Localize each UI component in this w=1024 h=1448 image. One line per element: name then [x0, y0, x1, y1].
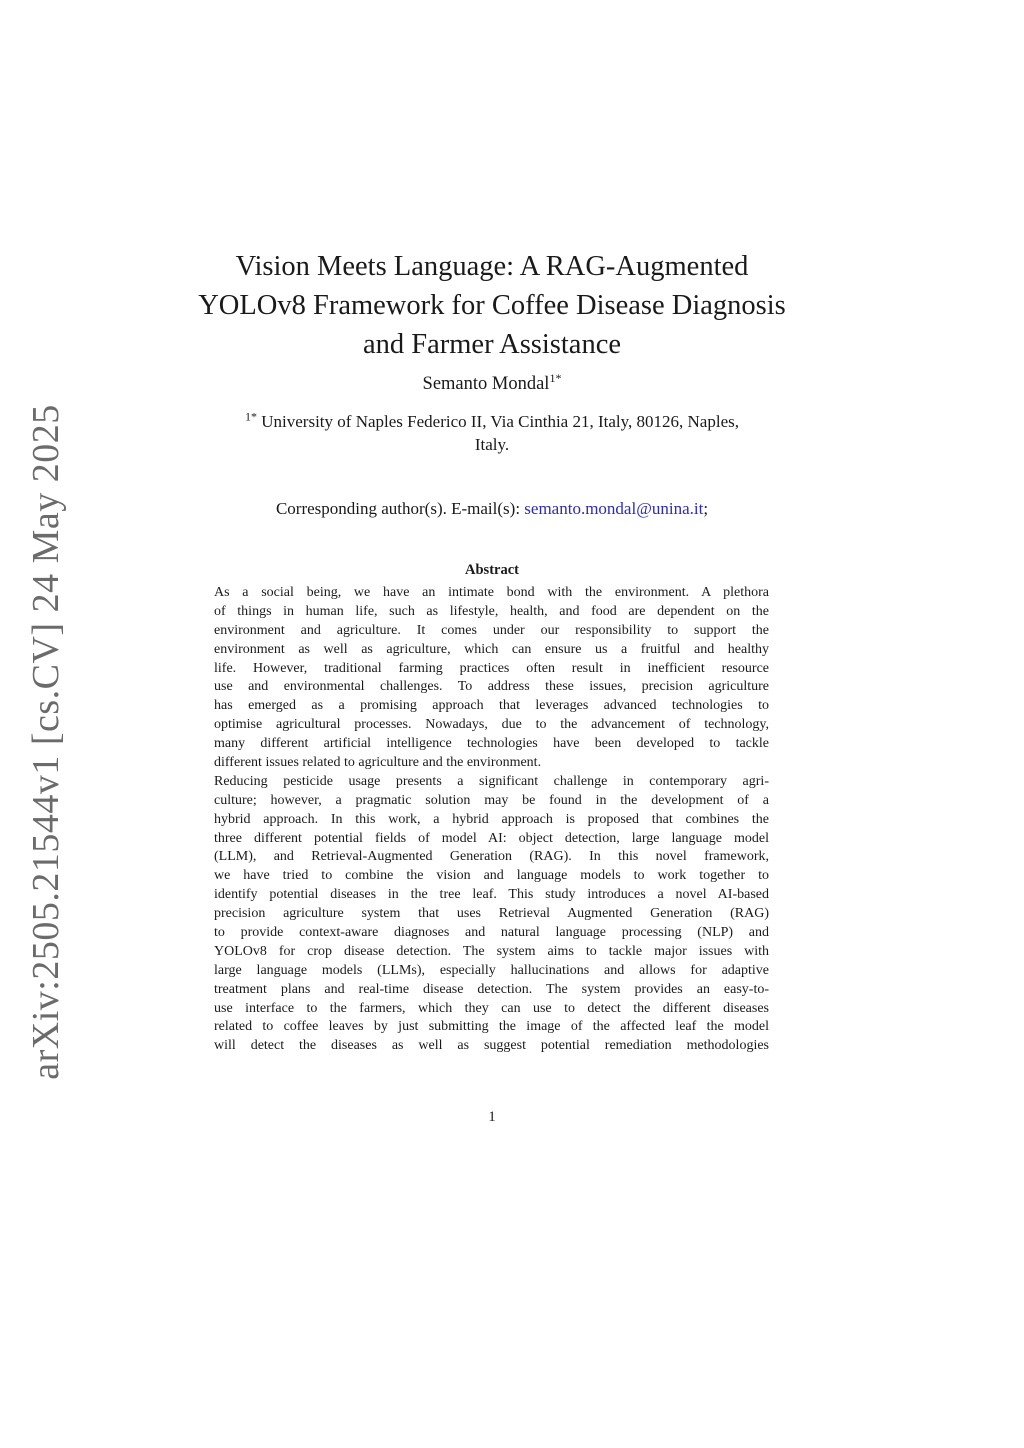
corresponding-suffix: ;	[703, 499, 709, 518]
affiliation-line	[192, 410, 792, 433]
abstract-line: culture; however, a pragmatic solution may be found in the development of a	[214, 792, 769, 808]
abstract-line: environment as well as agriculture, which can ensure us a fruitful and healthy	[214, 641, 769, 657]
abstract-paragraph	[214, 773, 769, 1056]
abstract-line: life. However, traditional farming practices often result in inefficient resource	[214, 660, 769, 676]
author-name: Semanto Mondal	[422, 374, 550, 394]
abstract-line: use and environmental challenges. To address these issues, precision agriculture	[214, 679, 769, 695]
abstract-line: optimise agricultural processes. Nowadays, due to the advancement of technology,	[214, 717, 769, 733]
affiliation-marker: 1*	[245, 409, 258, 424]
title-line: YOLOv8 Framework for Coffee Disease Diagnosis	[198, 290, 786, 322]
corresponding-label: Corresponding author(s). E-mail(s):	[275, 499, 521, 518]
corresponding-author	[192, 497, 792, 520]
abstract-paragraph	[214, 584, 769, 773]
abstract-line: hybrid approach. In this work, a hybrid approach is proposed that combines the	[214, 811, 769, 827]
abstract-line: (LLM), and Retrieval-Augmented Generation (RAG). In this novel framework,	[214, 849, 769, 865]
abstract-line: has emerged as a promising approach that leverages advanced technologies to	[214, 698, 769, 714]
affiliation	[192, 410, 792, 456]
affiliation-text: University of Naples Federico II, Via Cinthia 21, Italy, 80126, Naples,	[261, 412, 739, 431]
abstract-line: related to coffee leaves by just submitting the image of the affected leaf the model	[214, 1019, 769, 1035]
abstract-heading: Abstract	[465, 562, 519, 578]
abstract-line: identify potential diseases in the tree leaf. This study introduces a novel AI-based	[214, 887, 769, 903]
title-line: Vision Meets Language: A RAG-Augmented	[235, 251, 749, 283]
abstract-line: will detect the diseases as well as suggest potential remediation methodologies	[214, 1038, 769, 1054]
abstract-line: use interface to the farmers, which they can use to detect the different diseases	[214, 1000, 769, 1016]
abstract-line: As a social being, we have an intimate bond with the environment. A plethora	[214, 585, 769, 600]
abstract-line: YOLOv8 for crop disease detection. The system aims to tackle major issues with	[214, 943, 769, 959]
author-marker: 1*	[549, 370, 562, 385]
page-number: 1	[488, 1109, 496, 1125]
affiliation-line: Italy.	[474, 435, 510, 454]
abstract-line: large language models (LLMs), especially hallucinations and allows for adaptive	[214, 962, 769, 978]
author-line	[192, 372, 792, 396]
abstract-line: precision agriculture system that uses Retrieval Augmented Generation (RAG)	[214, 906, 769, 922]
arxiv-identifier: arXiv:2505.21544v1 [cs.CV] 24 May 2025	[25, 404, 67, 1080]
title-line: and Farmer Assistance	[362, 329, 622, 361]
abstract-body	[214, 584, 769, 1056]
abstract-line: to provide context-aware diagnoses and natural language processing (NLP) and	[214, 925, 769, 941]
paper-title	[192, 247, 792, 364]
abstract-line: three different potential fields of model AI: object detection, large language model	[214, 830, 769, 846]
abstract-line: environment and agriculture. It comes under our responsibility to support the	[214, 622, 769, 638]
abstract-line: of things in human life, such as lifestyle, health, and food are dependent on the	[214, 603, 769, 619]
abstract-line: we have tried to combine the vision and language models to work together to	[214, 868, 769, 884]
abstract-line: treatment plans and real-time disease detection. The system provides an easy-to-	[214, 981, 769, 997]
abstract-line: Reducing pesticide usage presents a significant challenge in contemporary agri-	[214, 773, 769, 789]
abstract-line: many different artificial intelligence technologies have been developed to tackle	[214, 736, 769, 752]
email-link[interactable]: semanto.mondal@unina.it	[524, 499, 704, 518]
abstract-line: different issues related to agriculture and the environment.	[214, 755, 542, 771]
